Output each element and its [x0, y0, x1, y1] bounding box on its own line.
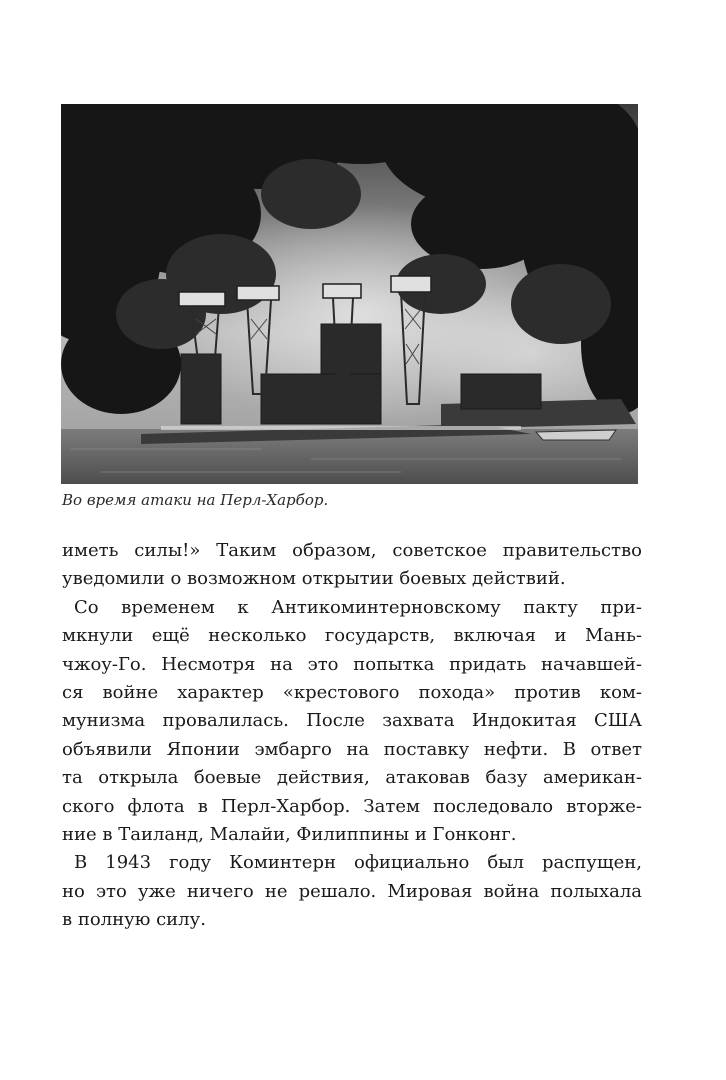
battleship-smoke-image	[61, 104, 638, 484]
body-line: чжоу-Го. Несмотря на это попытка придать начавшей-	[62, 653, 642, 675]
body-line: в полную силу.	[62, 909, 206, 931]
pearl-harbor-photo	[61, 104, 638, 484]
body-line: но это уже ничего не решало. Мировая война полыхала	[62, 880, 642, 902]
body-line: уведомили о возможном открытии боевых действий.	[62, 568, 566, 590]
body-line: мунизма провалилась. После захвата Индокитая США	[62, 710, 642, 732]
body-line: та открыла боевые действия, атаковав базу американ-	[62, 767, 642, 789]
photo-caption: Во время атаки на Перл-Харбор.	[62, 491, 329, 509]
body-text	[62, 537, 642, 934]
body-line: ского флота в Перл-Харбор. Затем последовало вторже-	[62, 795, 642, 817]
body-line: ние в Таиланд, Малайи, Филиппины и Гонконг.	[62, 823, 517, 845]
body-line: ся войне характер «крестового похода» против ком-	[62, 681, 642, 703]
body-line: В 1943 году Коминтерн официально был распущен,	[74, 852, 642, 874]
body-line: иметь силы!» Таким образом, советское правительство	[62, 540, 642, 561]
body-line: мкнули ещё несколько государств, включая и Мань-	[62, 625, 642, 647]
body-line: объявили Японии эмбарго на поставку нефти. В ответ	[62, 738, 642, 760]
body-line: Со временем к Антикоминтерновскому пакту при-	[74, 596, 642, 618]
